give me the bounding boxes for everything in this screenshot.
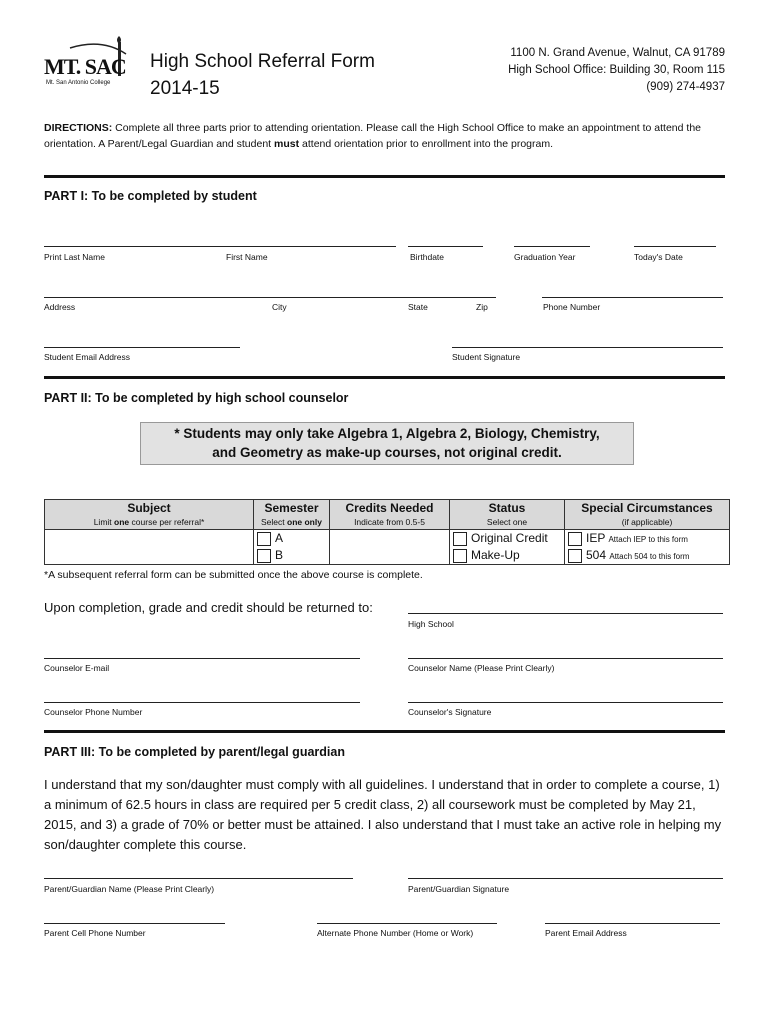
form-year: 2014-15 [150, 78, 220, 99]
guardian-agreement: I understand that my son/daughter must comply with all guidelines. I understand that in order to complete a course, 1) a minimum of 62.5 hours in class are required per 5 credit class, 2) all coursework must be completed by May 21, 2015, and 3) a grade of 70% or better must be attained. I also understand that I must take an active role in helping my son/daughter complete this course. [44, 777, 722, 852]
divider [44, 730, 725, 733]
semester-b-checkbox[interactable] [257, 549, 271, 563]
counselor-phone-field[interactable] [44, 702, 360, 703]
last-name-field[interactable] [44, 246, 396, 247]
last-name-label: Print Last Name [44, 252, 105, 262]
return-instruction: Upon completion, grade and credit should be returned to: [44, 600, 373, 615]
form-title: High School Referral Form [150, 51, 375, 72]
footnote: *A subsequent referral form can be submitted once the above course is complete. [44, 569, 423, 581]
504-checkbox[interactable] [568, 549, 582, 563]
address-field[interactable] [44, 297, 496, 298]
birthdate-label: Birthdate [410, 252, 445, 262]
city-label: City [272, 302, 287, 312]
credits-header: Credits Needed [330, 500, 449, 516]
divider [44, 175, 725, 178]
subject-subheader: Limit one course per referral* [45, 516, 253, 529]
original-credit-checkbox[interactable] [453, 532, 467, 546]
subject-cell[interactable] [45, 530, 254, 565]
zip-label: Zip [476, 302, 488, 312]
counselor-email-field[interactable] [44, 658, 360, 659]
iep-label: IEP [586, 531, 606, 545]
phone-field[interactable] [542, 297, 723, 298]
student-signature-field[interactable] [452, 347, 723, 348]
subject-header: Subject [45, 500, 253, 516]
counselor-signature-field[interactable] [408, 702, 723, 703]
special-subheader: (if applicable) [565, 516, 729, 529]
part3-title: PART III: To be completed by parent/legal guardian [44, 745, 345, 759]
counselor-signature-label: Counselor's Signature [408, 707, 492, 717]
grad-year-field[interactable] [514, 246, 590, 247]
original-credit-label: Original Credit [471, 531, 548, 545]
iep-checkbox[interactable] [568, 532, 582, 546]
parent-email-field[interactable] [545, 923, 720, 924]
makeup-notice: * Students may only take Algebra 1, Algebra 2, Biology, Chemistry, and Geometry as make-up courses, not original credit. [140, 422, 634, 465]
makeup-checkbox[interactable] [453, 549, 467, 563]
student-signature-label: Student Signature [452, 352, 521, 362]
state-label: State [408, 302, 428, 312]
student-email-field[interactable] [44, 347, 240, 348]
today-date-label: Today's Date [634, 252, 683, 262]
grad-year-label: Graduation Year [514, 252, 576, 262]
semester-header: Semester [254, 500, 329, 516]
special-header: Special Circumstances [565, 500, 729, 516]
counselor-email-label: Counselor E-mail [44, 663, 110, 673]
counselor-phone-label: Counselor Phone Number [44, 707, 143, 717]
counselor-name-field[interactable] [408, 658, 723, 659]
status-header: Status [450, 500, 564, 516]
makeup-label: Make-Up [471, 548, 520, 562]
guardian-name-field[interactable] [44, 878, 353, 879]
guardian-signature-label: Parent/Guardian Signature [408, 884, 510, 894]
counselor-name-label: Counselor Name (Please Print Clearly) [408, 663, 555, 673]
iep-note: Attach IEP to this form [608, 535, 688, 544]
guardian-signature-field[interactable] [408, 878, 723, 879]
directions: DIRECTIONS: Complete all three parts prior to attending orientation. Please call the High School Office to make an appointment to attend the orientation. A Parent/Legal Guardian and student must attend orientation prior to enrollment into the program. [44, 122, 701, 150]
office-phone: (909) 274-4937 [646, 81, 725, 93]
parent-cell-label: Parent Cell Phone Number [44, 928, 146, 938]
semester-b-label: B [275, 548, 284, 562]
address-label: Address [44, 302, 76, 312]
high-school-field[interactable] [408, 613, 723, 614]
504-label: 504 [586, 548, 607, 562]
logo-name: MT. SAC [44, 54, 126, 79]
course-table [44, 499, 730, 565]
office-line: High School Office: Building 30, Room 115 [508, 64, 725, 76]
status-subheader: Select one [450, 516, 564, 529]
guardian-name-label: Parent/Guardian Name (Please Print Clearly) [44, 884, 215, 894]
alt-phone-label: Alternate Phone Number (Home or Work) [317, 928, 474, 938]
part2-title: PART II: To be completed by high school counselor [44, 391, 349, 405]
address-line: 1100 N. Grand Avenue, Walnut, CA 91789 [510, 47, 725, 59]
first-name-label: First Name [226, 252, 268, 262]
parent-cell-field[interactable] [44, 923, 225, 924]
semester-subheader: Select one only [254, 516, 329, 529]
alt-phone-field[interactable] [317, 923, 497, 924]
phone-label: Phone Number [543, 302, 601, 312]
birthdate-field[interactable] [408, 246, 483, 247]
student-email-label: Student Email Address [44, 352, 130, 362]
divider [44, 376, 725, 379]
logo-subtitle: Mt. San Antonio College [46, 80, 111, 86]
504-note: Attach 504 to this form [609, 552, 690, 561]
credits-subheader: Indicate from 0.5-5 [330, 516, 449, 529]
part1-title: PART I: To be completed by student [44, 189, 257, 203]
semester-a-label: A [275, 531, 284, 545]
high-school-label: High School [408, 619, 454, 629]
semester-a-checkbox[interactable] [257, 532, 271, 546]
today-date-field[interactable] [634, 246, 716, 247]
college-logo [42, 34, 132, 94]
parent-email-label: Parent Email Address [545, 928, 627, 938]
credits-cell[interactable] [330, 530, 450, 565]
